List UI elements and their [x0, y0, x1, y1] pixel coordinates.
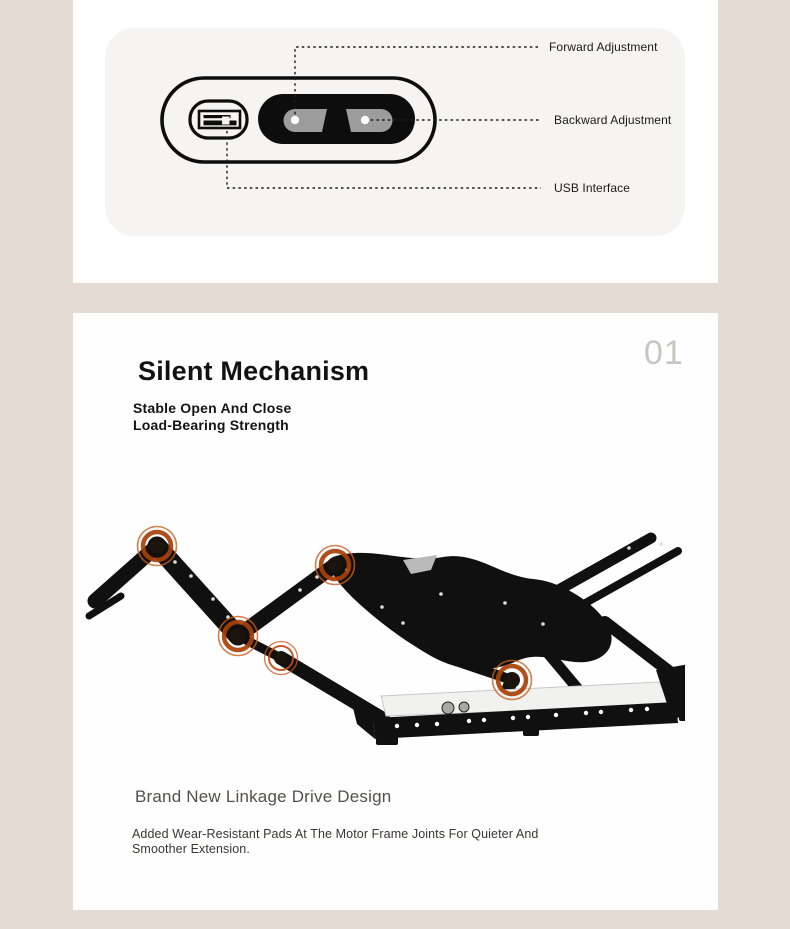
- usb-port-icon: [190, 101, 247, 138]
- usb-base-bar: [204, 121, 237, 126]
- base-foot-middle: [523, 728, 539, 736]
- base-foot-right: [679, 712, 685, 721]
- usb-port-slot: [199, 111, 240, 128]
- caption-body: [132, 827, 538, 857]
- feature-subtitle-line1: Stable Open And Close: [133, 400, 292, 416]
- remote-control-diagram: [105, 28, 685, 236]
- joint-highlight-2: [316, 546, 355, 585]
- section-index-number: 01: [644, 334, 684, 372]
- caption-body-line1: Added Wear-Resistant Pads At The Motor Frame Joints For Quieter And: [132, 827, 539, 841]
- forward-button[interactable]: [284, 109, 327, 132]
- joint-highlight-3: [219, 617, 258, 656]
- feature-subtitle-line2: Load-Bearing Strength: [133, 417, 289, 433]
- joint-highlight-5: [493, 661, 532, 700]
- rocker-switch-icon: [258, 94, 415, 144]
- forward-button-dot: [291, 116, 299, 124]
- usb-notch: [222, 117, 230, 125]
- silent-mechanism-section: [73, 313, 718, 910]
- recliner-mechanism-image: [85, 500, 685, 763]
- backward-adjustment-label: Backward Adjustment: [554, 113, 672, 127]
- feature-subtitle: [133, 400, 291, 434]
- caption-body-line2: Smoother Extension.: [132, 842, 250, 856]
- mechanism-body: [330, 553, 612, 669]
- base-roller-2: [459, 702, 469, 712]
- forward-adjustment-label: Forward Adjustment: [549, 40, 658, 54]
- backward-button[interactable]: [346, 109, 392, 132]
- base-roller-1: [442, 702, 454, 714]
- base-foot-left: [376, 736, 398, 745]
- joint-highlight-1: [138, 527, 177, 566]
- remote-control-section: [73, 0, 718, 283]
- remote-diagram-card: [105, 28, 685, 236]
- feature-title: Silent Mechanism: [138, 356, 370, 386]
- caption-title: Brand New Linkage Drive Design: [135, 787, 392, 806]
- joint-highlight-4: [265, 642, 298, 675]
- usb-interface-label: USB Interface: [554, 181, 631, 195]
- backward-button-dot: [361, 116, 369, 124]
